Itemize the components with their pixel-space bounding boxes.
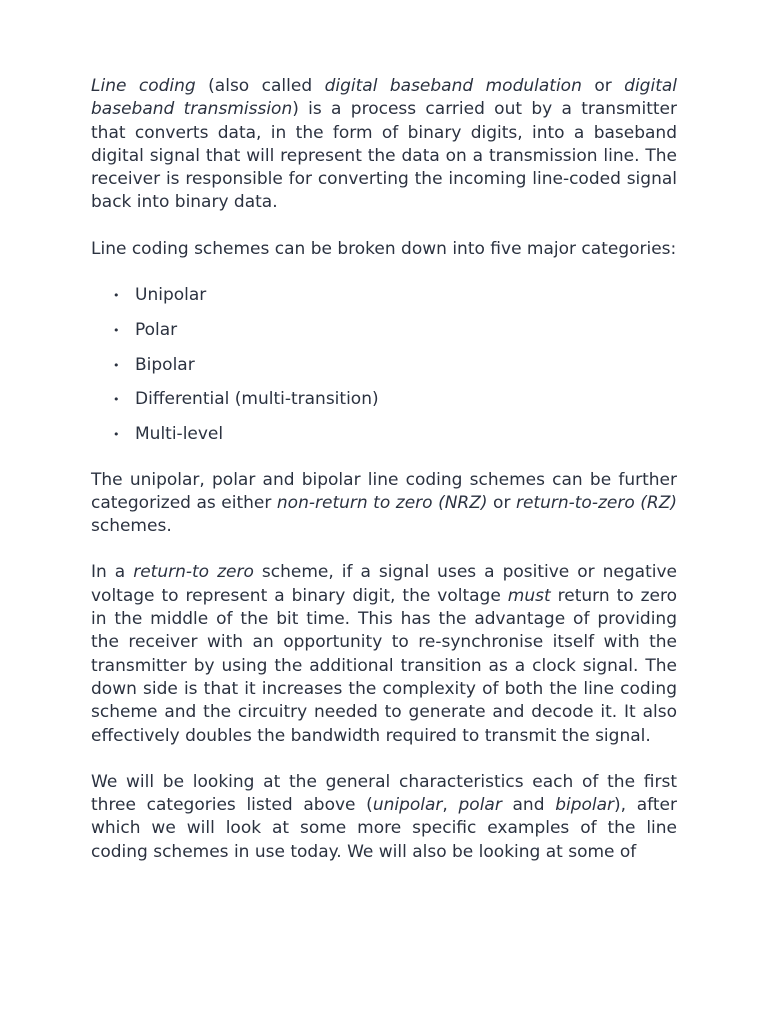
text-run: The unipolar, polar and bipolar line coding schemes can be further categorized as either (91, 469, 677, 513)
term-line-coding: Line coding (91, 76, 196, 96)
category-list (91, 284, 677, 446)
bullet-icon: • (113, 323, 120, 337)
text-run: return to zero in the middle of the bit time. This has the advantage of providing the receiver with an opportunity to re-synchronise itself with the transmitter by using the additional transition as a clock signal. The down side is that it increases the complexity of both the line coding scheme and the circuitry needed to generate and decode it. It also effectively doubles the bandwidth required to transmit the signal. (91, 585, 678, 746)
term-return-to-zero: return-to zero (133, 562, 254, 583)
text-run: schemes. (91, 516, 172, 537)
term-bipolar: bipolar (555, 795, 615, 816)
text-run: ), after which we will look at some more specific examples of the line coding schemes in use today. We will also be looking at some of (91, 795, 677, 862)
text-run: or (581, 76, 625, 96)
text-run: scheme, if a signal uses a positive or negative voltage to represent a binary digit, the voltage (91, 562, 678, 606)
term-digital-baseband-transmission: digital baseband transmission (91, 76, 678, 120)
paragraph-return-to-zero (91, 561, 677, 747)
bullet-icon: • (113, 393, 120, 407)
term-polar: polar (458, 795, 502, 816)
paragraph-categories: Line coding schemes can be broken down into five major categories: (91, 238, 677, 259)
term-digital-baseband-modulation: digital baseband modulation (324, 76, 582, 96)
bullet-icon: • (113, 289, 120, 303)
text-run: and (501, 795, 556, 816)
term-unipolar: unipolar (372, 795, 443, 816)
list-item-label: Differential (multi-transition) (135, 389, 379, 410)
paragraph-intro (91, 75, 677, 215)
list-item (113, 354, 677, 377)
text-run: , (442, 795, 459, 816)
bullet-icon: • (113, 428, 120, 442)
term-must: must (507, 585, 551, 606)
list-item-label: Multi-level (135, 424, 224, 445)
text-run: ) is a process carried out by a transmitter that converts data, in the form of binary digits, into a baseband digital signal that will represent the data on a transmission line. The receiver is responsible for converting the incoming line-coded signal back into binary data. (91, 99, 677, 213)
term-rz: return-to-zero (RZ) (515, 492, 677, 513)
list-item (113, 423, 677, 446)
paragraph-overview (91, 771, 677, 884)
paragraph-nrz-rz (91, 469, 677, 539)
term-nrz: non-return to zero (NRZ) (276, 492, 488, 513)
list-item-label: Bipolar (135, 354, 195, 375)
text-run: (also called (195, 76, 325, 96)
list-item-label: Unipolar (135, 285, 207, 306)
list-item-label: Polar (135, 319, 178, 340)
text-run: In a (91, 562, 134, 583)
bullet-icon: • (113, 358, 120, 372)
list-item (113, 319, 677, 342)
text-run: We will be looking at the general characteristics each of the first three categories listed above ( (91, 771, 677, 816)
list-item (113, 284, 677, 307)
list-item (113, 388, 677, 411)
text-run: or (487, 492, 516, 513)
